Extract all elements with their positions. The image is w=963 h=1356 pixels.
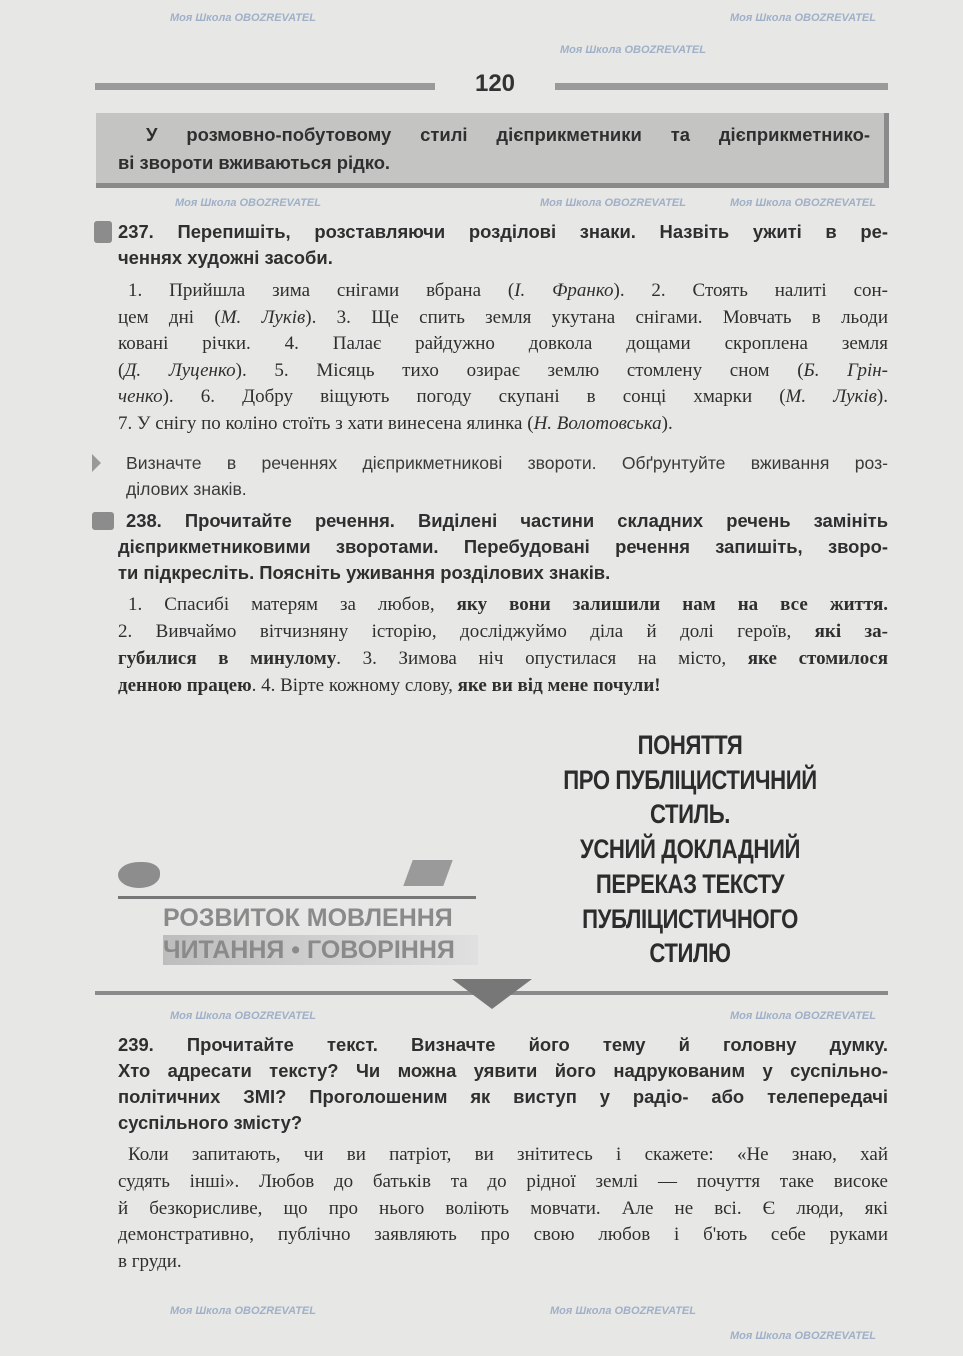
book-icon [403, 860, 452, 886]
highlighted-text: яке стомилося [747, 648, 888, 669]
task-239-line: політичних ЗМІ? Проголошеним як виступ у радіо- або телепередачі [118, 1086, 888, 1107]
body-line [128, 592, 888, 618]
body-line [118, 358, 888, 384]
body-line [118, 384, 888, 410]
highlighted-text: губилися в минулому [118, 648, 337, 669]
text-run: ). 5. Місяць тихо озирає землю стомлену сном ( [235, 359, 804, 381]
text-run: ). 3. Ще спить земля укутана снігами. Мовчать в льоди [305, 306, 889, 328]
text-run: 1. Спасибі матерям за любов, [128, 594, 457, 615]
page-number: 120 [435, 70, 555, 98]
text-run: Коли запитають, чи ви патріот, ви знітитесь і скажете: «Не знаю, хай [128, 1144, 888, 1165]
body-line [118, 646, 888, 672]
section-heading-line: ПОНЯТТЯ [637, 730, 743, 760]
highlighted-text: денною працею [118, 675, 252, 696]
text-run: ковані річки. 4. Палає райдужно довкола дощами скроплена земля [118, 333, 888, 354]
task-238-line: 238. Прочитайте речення. Виділені частини складних речень замініть [126, 510, 888, 531]
read-icon [92, 512, 114, 530]
highlighted-text: які за- [814, 621, 888, 642]
watermark: Моя Школа OBOZREVATEL [730, 1330, 876, 1342]
task-239-line: суспільного змісту? [118, 1112, 303, 1133]
text-run: в груди. [118, 1251, 182, 1273]
task-238-line: ти підкресліть. Поясніть уживання розділових знаків. [118, 562, 611, 583]
watermark: Моя Школа OBOZREVATEL [170, 1010, 316, 1022]
body-line [128, 1142, 888, 1168]
section-heading-line: ПУБЛІЦИСТИЧНОГО [582, 903, 798, 934]
section-heading-line: СТИЛЬ. [649, 799, 731, 830]
banner-reading-speaking: ЧИТАННЯ • ГОВОРІННЯ [163, 935, 478, 965]
section-heading-line: ПЕРЕКАЗ ТЕКСТУ [595, 868, 785, 899]
author-name: Д. Луценко [124, 359, 236, 381]
body-line [118, 1196, 888, 1222]
watermark: Моя Школа OBOZREVATEL [560, 44, 706, 56]
banner-rule [118, 896, 476, 899]
highlighted-text: яку вони залишили нам на все життя. [456, 594, 888, 615]
watermark: Моя Школа OBOZREVATEL [170, 12, 316, 24]
highlighted-text: яке ви від мене почули! [457, 675, 661, 696]
author-name: ченко [118, 386, 163, 407]
body-line [128, 278, 888, 304]
text-run: . 3. Зимова ніч опустилася на місто, [336, 648, 748, 669]
body-line [118, 331, 888, 357]
body-line [118, 673, 888, 699]
text-run: 2. Вивчаймо вітчизняну історію, досліджуймо діла й долі героїв, [118, 621, 815, 642]
body-line [118, 1169, 888, 1195]
watermark: Моя Школа OBOZREVATEL [170, 1305, 316, 1317]
watermark: Моя Школа OBOZREVATEL [550, 1305, 696, 1317]
task-239-line: 239. Прочитайте текст. Визначте його тему й головну думку. [118, 1034, 888, 1055]
text-run: ). 2. Стоять налиті сон- [613, 280, 889, 301]
rule-text-line: ві звороти вживаються рідко. [118, 152, 391, 173]
section-heading-line: УСНИЙ ДОКЛАДНИЙ [579, 834, 801, 865]
watermark: Моя Школа OBOZREVATEL [730, 1010, 876, 1022]
text-run: демонстративно, публічно заявляють про свою любов і б'ють себе руками [118, 1224, 888, 1246]
author-name: І. Франко [514, 280, 614, 301]
text-run: ). [661, 412, 673, 434]
note-line: Визначте в реченнях дієприкметникові звороти. Обґрунтуйте вживання роз- [126, 453, 888, 473]
rule-text-line: У розмовно-побутовому стилі дієприкметники та дієприкметнико- [146, 124, 870, 145]
text-run: . 4. Вірте кожному слову, [251, 675, 458, 696]
body-line [118, 1249, 888, 1275]
section-heading-line: ПРО ПУБЛІЦИСТИЧНИЙ [563, 764, 817, 795]
task-239-line: Хто адресати тексту? Чи можна уявити його надрукованим у суспільно- [118, 1060, 888, 1081]
author-name: М. Луків [220, 306, 306, 328]
watermark: Моя Школа OBOZREVATEL [175, 197, 321, 209]
write-icon [94, 221, 112, 243]
text-run: 1. Прийшла зима снігами вбрана ( [128, 280, 515, 301]
task-237-line: ченнях художні засоби. [118, 247, 333, 268]
author-name: М. Луків [785, 386, 877, 407]
banner-development: РОЗВИТОК МОВЛЕННЯ [163, 904, 453, 932]
text-run: 7. У снігу по коліно стоїть з хати винесена ялинка ( [118, 412, 534, 434]
text-run: судять інші». Любов до батьків та до рідної землі — почуття таке високе [118, 1170, 888, 1192]
body-line [118, 411, 888, 437]
bird-icon [118, 862, 160, 888]
text-run: ). 6. Добру віщують погоду скупані в сонці хмарки ( [162, 386, 786, 407]
text-run: ). [876, 386, 888, 407]
task-238-line: дієприкметниковими зворотами. Перебудовані речення запишіть, зворо- [118, 536, 888, 557]
author-name: Н. Волотовська [533, 412, 662, 434]
watermark: Моя Школа OBOZREVATEL [730, 197, 876, 209]
text-run: й безкорисливе, що про нього воліють мовчати. Але не всі. Є люди, які [118, 1197, 888, 1219]
body-line [118, 305, 888, 331]
watermark: Моя Школа OBOZREVATEL [730, 12, 876, 24]
triangle-marker-icon [452, 979, 532, 1009]
pencil-icon [92, 454, 101, 472]
task-237-line: 237. Перепишіть, розставляючи розділові знаки. Назвіть ужиті в ре- [118, 221, 888, 242]
text-run: цем дні ( [118, 306, 221, 328]
body-line [118, 1222, 888, 1248]
watermark: Моя Школа OBOZREVATEL [540, 197, 686, 209]
note-line: ділових знаків. [126, 479, 247, 499]
author-name: Б. Грін- [803, 359, 888, 381]
body-line [118, 619, 888, 645]
section-heading-line: СТИЛЮ [649, 938, 731, 969]
text-run: ( [118, 359, 125, 381]
